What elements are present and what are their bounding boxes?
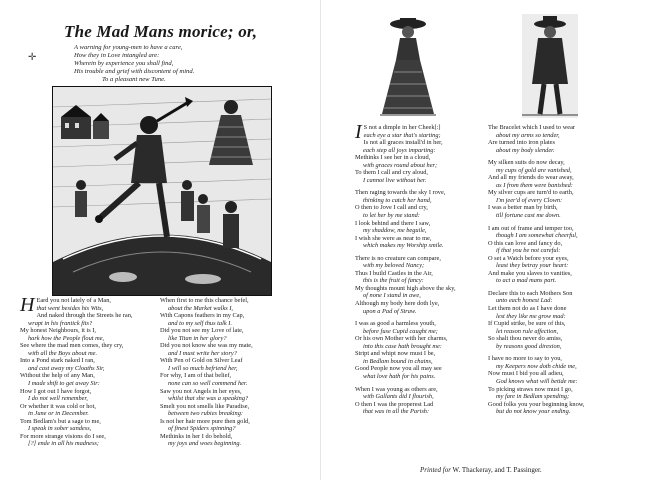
verse-line — [488, 159, 585, 167]
verse-text: thinking to catch her hand, — [363, 196, 432, 204]
verse-line — [488, 240, 585, 248]
woodcut-illustration — [52, 86, 272, 296]
verse-line — [160, 372, 253, 380]
verse-line — [488, 305, 585, 313]
verse-text: S not a dimple in her Cheek[:] — [363, 124, 441, 131]
verse-text: by reasons good direxion, — [496, 342, 562, 350]
verse-text: with my beloved Nancy; — [363, 262, 425, 270]
verse-text: Although my body here doth lye, — [355, 300, 440, 308]
verse-line — [20, 440, 123, 448]
verse-text: O set a Watch before your eyes, — [488, 254, 569, 262]
verse-text: The Bracelet which I used to wear — [488, 124, 576, 131]
verse-line — [488, 408, 585, 416]
verse-line — [488, 212, 585, 220]
verse-line — [488, 197, 585, 205]
verse-text: When first to me this chance befel, — [160, 297, 249, 304]
verse-line — [355, 154, 456, 162]
verse-text: with all the Boys about me. — [28, 349, 98, 357]
verse-line — [355, 300, 456, 308]
verse-text: and I must write her story? — [168, 349, 237, 357]
verse-text: let reason rule affection, — [496, 327, 559, 335]
verse-text: O then to Jove I call and cry, — [355, 204, 428, 212]
verse-text: before fuse Cupid caught me; — [363, 327, 438, 335]
drop-cap: I — [355, 121, 362, 143]
verse-line — [160, 395, 253, 403]
verse-text: but do not know your ending. — [496, 408, 571, 416]
verse-text: Did you not see my Love of late, — [160, 327, 244, 335]
verse-text: I look behind and there I saw, — [355, 219, 431, 227]
verse-line — [20, 433, 123, 441]
verse-text: I do not well remember, — [28, 395, 88, 403]
verse-text: to act a mad mans part. — [496, 277, 557, 285]
verse-line — [20, 395, 123, 403]
verse-text: Now must I bid you all adieu, — [488, 370, 564, 378]
verse-line — [355, 197, 456, 205]
verse-text: each eye a star that's starting; — [363, 131, 441, 139]
verse-line — [355, 277, 456, 285]
verse-text: Good People now you all may see — [355, 365, 442, 373]
verse-line — [355, 365, 456, 373]
verse-line — [355, 335, 456, 343]
verse-line — [20, 327, 123, 335]
verse-line — [160, 312, 253, 320]
verse-text: if that you be not careful: — [496, 247, 561, 255]
printer-imprint — [420, 466, 542, 474]
verse-text: And make you slaves to vanities, — [488, 269, 572, 277]
verse-text: like Titan in her glory? — [168, 334, 227, 342]
verse-line — [160, 305, 253, 313]
verse-text: My silver cups are turn'd to earth, — [488, 189, 574, 197]
verse-line — [20, 388, 123, 396]
imprint-prefix: Printed for — [420, 466, 451, 474]
verse-text: my joys and woes beginning. — [168, 440, 242, 448]
verse-line — [488, 124, 585, 132]
verse-line — [160, 350, 253, 358]
verse-line — [20, 357, 123, 365]
verse-line — [355, 147, 456, 155]
verse-text: Did you not know she was my mate, — [160, 342, 253, 350]
verse-line — [488, 335, 585, 343]
verse-line — [355, 169, 456, 177]
verse-line — [488, 313, 585, 321]
verse-line — [355, 386, 456, 394]
verse-text: that went besides his Wits, — [36, 304, 104, 312]
verse-line — [488, 174, 585, 182]
verse-text: of finest Spiders spinning? — [168, 425, 236, 433]
subtitle-line: A warning for young-men to have a care, — [74, 44, 183, 51]
verse-text: upon a Pad of Straw. — [363, 307, 417, 315]
verse-text: my cups of gold are vanished, — [496, 166, 572, 174]
verse-line — [355, 308, 456, 316]
verse-text: My silken suits do now decay, — [488, 159, 565, 167]
verse-text: Saw you not Angels in her eyes, — [160, 387, 242, 395]
verse-line — [488, 363, 585, 371]
verse-text: none can so well commend her. — [168, 380, 248, 388]
verse-line — [488, 328, 585, 336]
verse-line — [488, 147, 585, 155]
verse-text: Eard you not lately of a Man, — [36, 297, 111, 304]
verse-line — [355, 328, 456, 336]
man-figure-icon — [522, 14, 578, 118]
verse-text: With Capons feathers in my Cap, — [160, 312, 245, 320]
woodcut-madman-icon — [53, 87, 271, 295]
verse-line — [160, 380, 253, 388]
verse-line — [488, 189, 585, 197]
verse-text: Is not all graces install'd in her, — [363, 139, 443, 147]
verse-line — [488, 290, 585, 298]
verse-line — [160, 403, 253, 411]
verse-text: hark how the People flout me, — [28, 334, 105, 342]
verse-text: Let them not do as I have done — [488, 305, 567, 313]
verse-line — [160, 410, 253, 418]
verse-line — [20, 350, 123, 358]
verse-text: into this case hath brought me: — [363, 342, 442, 350]
verse-line — [488, 255, 585, 263]
verse-text: How I got out I have forgot, — [20, 387, 92, 395]
verse-line — [355, 162, 456, 170]
verse-text: I was a better man by birth, — [488, 204, 558, 212]
verse-line — [488, 320, 585, 328]
verse-text: Good folks you your beginning know, — [488, 400, 585, 408]
verse-text: as I from them were banished: — [496, 181, 573, 189]
woman-figure-icon — [380, 14, 436, 118]
verse-text: which makes my Worship smile. — [363, 242, 444, 250]
verse-text: So shalt thou never do amiss, — [488, 335, 563, 343]
verse-line — [355, 285, 456, 293]
verse-text: I cannot live without her. — [363, 176, 427, 184]
verse-text: If Cupid strike, be sure of this, — [488, 320, 566, 328]
verse-line — [355, 373, 456, 381]
ballad-subtitle — [74, 44, 194, 84]
verse-line — [488, 167, 585, 175]
verse-text: And naked through the Streets he ran, — [36, 312, 133, 320]
verse-line — [488, 182, 585, 190]
left-verse-column-2 — [160, 297, 253, 448]
verse-text: lest they like me grow mad: — [496, 312, 566, 320]
verse-text: For why, I am of that belief, — [160, 372, 232, 380]
verse-line — [355, 270, 456, 278]
verse-text: With Pen of Gold on Silver Leaf — [160, 357, 243, 365]
verse-text: For more strange visions do I see, — [20, 432, 106, 440]
verse-line — [20, 380, 123, 388]
verse-text: Are turned into iron plates — [488, 139, 555, 147]
verse-line — [355, 212, 456, 220]
subtitle-line: To a pleasant new Tune. — [102, 76, 166, 84]
verse-text: Is not her hair more pure then gold, — [160, 417, 250, 425]
page-gutter — [320, 0, 321, 480]
verse-text: though I am somewhat cheerful, — [496, 232, 578, 240]
verse-line — [20, 403, 123, 411]
verse-line — [355, 292, 456, 300]
verse-text: and cast away my Cloaths Sir, — [28, 364, 105, 372]
verse-line — [488, 297, 585, 305]
verse-line — [355, 227, 456, 235]
man-figure-illustration — [522, 14, 578, 118]
verse-line — [488, 139, 585, 147]
verse-line — [355, 350, 456, 358]
verse-text: my Keepers now doth chide me, — [496, 362, 577, 370]
verse-text: with graces round about her; — [363, 161, 438, 169]
verse-text: in June or in December. — [28, 410, 89, 418]
verse-line — [355, 393, 456, 401]
verse-text: Without the help of any Man, — [20, 372, 95, 380]
verse-line — [20, 365, 123, 373]
verse-line — [355, 235, 456, 243]
verse-text: To picking straws now must I go, — [488, 385, 573, 393]
verse-line — [160, 365, 253, 373]
imprint-names: W. Thackeray, and T. Passinger. — [450, 466, 542, 474]
verse-text: my fare in Bedlam spending; — [496, 393, 570, 401]
verse-line — [160, 297, 253, 305]
verse-line — [488, 277, 585, 285]
verse-text: this is the fruit of fancy: — [363, 277, 424, 285]
verse-text: Or whether it was cold or hot, — [20, 402, 96, 410]
verse-text: Methinks I see her in a cloud, — [355, 154, 431, 162]
verse-line — [355, 189, 456, 197]
verse-text: I will so much befriend her, — [168, 364, 238, 372]
verse-line — [355, 220, 456, 228]
verse-line — [488, 386, 585, 394]
verse-text: with Gallants did I flourish, — [363, 393, 434, 401]
verse-text: Tom Bedlam's but a sage to me, — [20, 417, 101, 425]
verse-text: I have no more to say to you, — [488, 355, 562, 363]
verse-text: my shaddow, me beguile, — [363, 227, 427, 235]
ballad-title: The Mad Mans morice; or, — [64, 22, 258, 41]
verse-text: about the Market walks I, — [168, 304, 234, 312]
verse-text: I was as good a harmless youth, — [355, 320, 436, 328]
verse-line — [355, 204, 456, 212]
verse-text: between two rubies breaking: — [168, 410, 243, 418]
verse-text: to let her by me stand: — [363, 212, 420, 220]
verse-line — [355, 320, 456, 328]
verse-line — [160, 425, 253, 433]
verse-line — [488, 132, 585, 140]
verse-line — [160, 440, 253, 448]
verse-text: Thus I build Castles in the Air, — [355, 269, 433, 277]
verse-line — [355, 177, 456, 185]
verse-line — [20, 342, 123, 350]
verse-text: what love hath for his pains. — [363, 372, 436, 380]
verse-text: I'm jeer'd of every Clown: — [496, 196, 563, 204]
verse-line — [160, 388, 253, 396]
verse-text: And all my friends do wear away, — [488, 174, 574, 182]
subtitle-line: How they in Love intangled are: — [74, 52, 160, 60]
verse-text: each step all joys imparting: — [363, 146, 436, 154]
verse-text: Declare this to each Mothers Son — [488, 289, 573, 297]
subtitle-line: Wherein by experience you shall find, — [74, 60, 174, 68]
verse-text: I am out of frame and temper too, — [488, 224, 574, 232]
verse-text: Stript and whipt now must I be, — [355, 350, 436, 358]
drop-cap: H — [20, 294, 35, 316]
verse-text: about my arms so tender, — [496, 131, 560, 139]
verse-line — [20, 320, 123, 328]
verse-text: I wish she were as near to me, — [355, 234, 432, 242]
verse-text: Smelt you not smells like Paradise, — [160, 402, 250, 410]
verse-text: Then raging towards the sky I rove, — [355, 189, 446, 197]
verse-line — [355, 242, 456, 250]
verse-line — [488, 232, 585, 240]
verse-line — [160, 433, 253, 441]
verse-text: To them I call and cry aloud, — [355, 169, 429, 177]
verse-line — [355, 408, 456, 416]
verse-line — [20, 418, 123, 426]
verse-text: My thoughts mount high above the sky, — [355, 284, 456, 292]
verse-line — [488, 270, 585, 278]
verse-line — [488, 225, 585, 233]
verse-line — [20, 335, 123, 343]
verse-text: [?] ende in all his madness; — [28, 440, 100, 448]
crosshair-mark-icon: ✛ — [28, 52, 37, 63]
verse-text: till fortune cast me down. — [496, 212, 561, 220]
verse-line — [160, 335, 253, 343]
left-verse-column-1 — [20, 294, 133, 448]
verse-line — [355, 343, 456, 351]
verse-text: God knows what will betide me: — [496, 377, 578, 385]
verse-text: wrapt in his frantick fits? — [28, 319, 93, 327]
verse-line — [355, 262, 456, 270]
verse-line — [20, 305, 123, 313]
verse-text: and to my self thus talk I. — [168, 319, 232, 327]
verse-text: My honest Neighbours, it is I, — [20, 327, 96, 335]
verse-text: When I was young as others are, — [355, 385, 438, 393]
verse-line — [20, 372, 123, 380]
verse-line — [488, 393, 585, 401]
verse-text: See where the mad men comes, they cry, — [20, 342, 124, 350]
verse-line — [355, 255, 456, 263]
verse-line — [20, 425, 123, 433]
verse-text: I speak in sober sandess, — [28, 425, 92, 433]
verse-line — [488, 247, 585, 255]
verse-line — [488, 262, 585, 270]
verse-text: O this can love and fancy do, — [488, 239, 563, 247]
verse-line — [355, 358, 456, 366]
verse-text: least they betray your heart: — [496, 262, 569, 270]
verse-line — [355, 401, 456, 409]
verse-text: whilst that she was a speaking? — [168, 395, 249, 403]
verse-line — [160, 357, 253, 365]
verse-line — [160, 418, 253, 426]
verse-line — [355, 132, 456, 140]
verse-line — [488, 401, 585, 409]
verse-line — [355, 139, 456, 147]
verse-line — [160, 320, 253, 328]
verse-line — [488, 204, 585, 212]
verse-text: that was in all the Parish: — [363, 408, 430, 416]
woman-figure-illustration — [380, 14, 436, 118]
verse-line — [160, 342, 253, 350]
verse-text: Or his own Mother with her charms, — [355, 335, 448, 343]
verse-text: Into a Pond stark naked I ran, — [20, 357, 95, 365]
verse-line — [488, 370, 585, 378]
right-verse-column-2 — [488, 124, 585, 416]
subtitle-line: His trouble and grief with discontent of mind. — [74, 68, 195, 76]
verse-line — [488, 343, 585, 351]
verse-text: unto each honest Lad: — [496, 297, 553, 305]
verse-line — [20, 312, 133, 320]
verse-line — [160, 327, 253, 335]
verse-line — [488, 355, 585, 363]
verse-text: in Bedlam bound in chains, — [363, 357, 433, 365]
verse-text: Methinks in her I do behold, — [160, 432, 233, 440]
verse-line — [488, 378, 585, 386]
right-verse-column-1 — [355, 121, 456, 416]
verse-text: I made shift to get away Sir: — [28, 380, 100, 388]
verse-text: O then I was the properest Lad — [355, 400, 434, 408]
verse-line — [20, 410, 123, 418]
verse-text: of none I stand in awe, — [363, 292, 421, 300]
verse-text: about my body slender. — [496, 146, 555, 154]
verse-text: There is no creature can compare, — [355, 254, 441, 262]
